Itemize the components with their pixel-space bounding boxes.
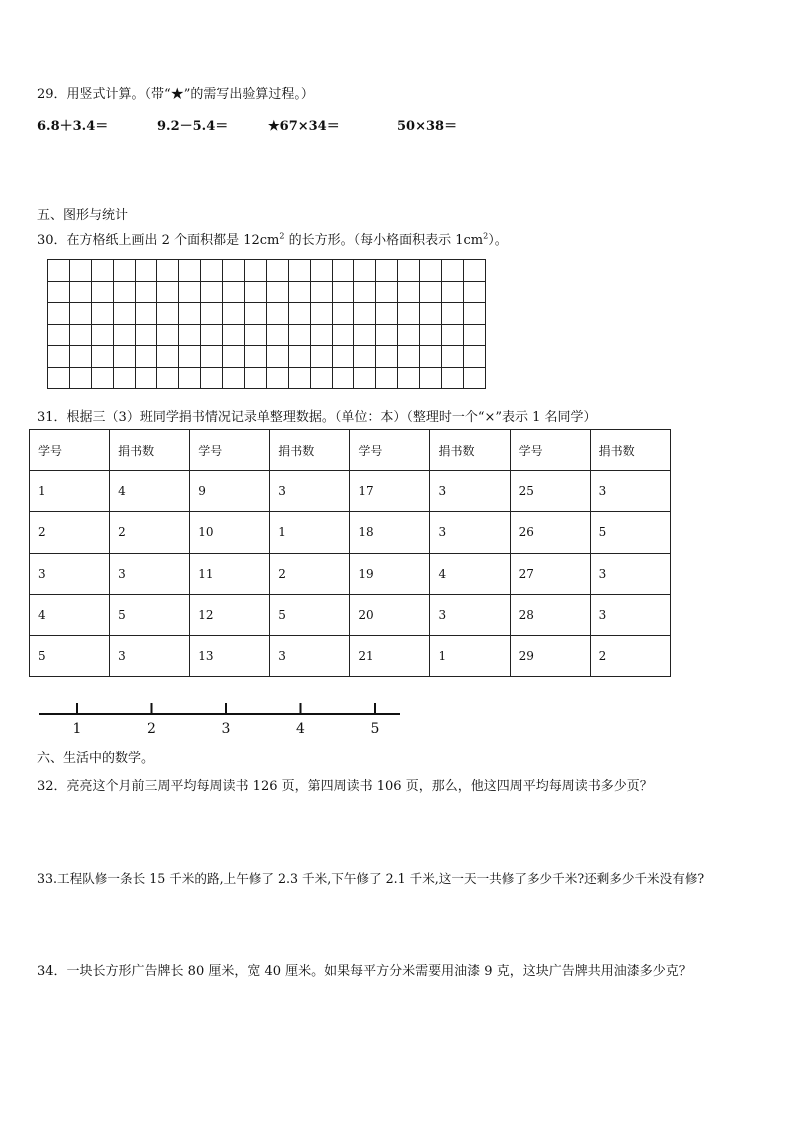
table-cell: 3	[590, 553, 670, 594]
table-cell: 3	[30, 553, 110, 594]
grid-cell[interactable]	[442, 367, 464, 389]
grid-cell[interactable]	[157, 324, 179, 346]
table-cell: 12	[190, 594, 270, 635]
number-line	[39, 700, 404, 740]
table-header-row	[30, 430, 671, 471]
grid-cell[interactable]	[332, 346, 354, 368]
grid-cell[interactable]	[69, 281, 91, 303]
table-row	[30, 471, 671, 512]
table-header-cell: 捐书数	[270, 430, 350, 471]
grid-cell[interactable]	[332, 367, 354, 389]
table-cell: 5	[110, 594, 190, 635]
table-cell: 2	[110, 512, 190, 553]
question-34-text: 34．一块长方形广告牌长 80 厘米，宽 40 厘米。如果每平方分米需要用油漆 9 克，这块广告牌共用油漆多少克？	[37, 964, 692, 979]
table-cell: 19	[350, 553, 430, 594]
grid-cell[interactable]	[48, 346, 70, 368]
grid-cell[interactable]	[354, 303, 376, 325]
grid-cell[interactable]	[48, 303, 70, 325]
table-cell: 3	[270, 471, 350, 512]
grid-cell[interactable]	[398, 260, 420, 282]
grid-cell[interactable]	[398, 367, 420, 389]
table-cell: 11	[190, 553, 270, 594]
grid-cell[interactable]	[179, 324, 201, 346]
table-cell: 29	[510, 635, 590, 676]
grid-cell[interactable]	[157, 260, 179, 282]
grid-cell[interactable]	[179, 367, 201, 389]
table-cell: 5	[30, 635, 110, 676]
grid-cell[interactable]	[223, 324, 245, 346]
grid-cell[interactable]	[310, 367, 332, 389]
grid-cell[interactable]	[376, 260, 398, 282]
number-line-label: 4	[296, 721, 305, 737]
number-line-label: 1	[72, 721, 82, 737]
table-cell: 28	[510, 594, 590, 635]
grid-cell[interactable]	[223, 346, 245, 368]
table-cell: 26	[510, 512, 590, 553]
grid-cell[interactable]	[288, 346, 310, 368]
question-30-text: 30．在方格纸上画出 2 个面积都是 $12cm^2$ 的长方形。（每小格面积表示 $1cm^2$）。	[37, 231, 508, 248]
table-cell: 4	[110, 471, 190, 512]
grid-cell[interactable]	[69, 260, 91, 282]
grid-row	[48, 324, 486, 346]
grid-cell[interactable]	[332, 281, 354, 303]
calc-expression-3: ★67×34＝	[268, 119, 340, 134]
grid-cell[interactable]	[91, 303, 113, 325]
grid-cell[interactable]	[69, 303, 91, 325]
grid-cell[interactable]	[113, 281, 135, 303]
table-cell: 10	[190, 512, 270, 553]
grid-cell[interactable]	[442, 303, 464, 325]
grid-cell[interactable]	[354, 346, 376, 368]
grid-cell[interactable]	[135, 260, 157, 282]
grid-cell[interactable]	[442, 281, 464, 303]
grid-row	[48, 346, 486, 368]
grid-cell[interactable]	[463, 346, 485, 368]
table-cell: 9	[190, 471, 270, 512]
table-cell: 1	[430, 635, 510, 676]
grid-cell[interactable]	[463, 367, 485, 389]
grid-cell[interactable]	[179, 346, 201, 368]
grid-cell[interactable]	[245, 324, 267, 346]
table-row	[30, 594, 671, 635]
grid-cell[interactable]	[463, 303, 485, 325]
grid-row	[48, 303, 486, 325]
grid-cell[interactable]	[288, 367, 310, 389]
calc-expression-4: 50×38＝	[397, 119, 458, 134]
grid-cell[interactable]	[113, 324, 135, 346]
table-cell: 18	[350, 512, 430, 553]
grid-cell[interactable]	[376, 303, 398, 325]
grid-cell[interactable]	[463, 260, 485, 282]
grid-cell[interactable]	[69, 324, 91, 346]
grid-cell[interactable]	[376, 281, 398, 303]
table-cell: 3	[430, 594, 510, 635]
table-cell: 3	[430, 512, 510, 553]
grid-cell[interactable]	[91, 346, 113, 368]
grid-cell[interactable]	[179, 281, 201, 303]
grid-cell[interactable]	[135, 281, 157, 303]
table-cell: 1	[30, 471, 110, 512]
table-cell: 2	[30, 512, 110, 553]
table-cell: 21	[350, 635, 430, 676]
grid-cell[interactable]	[201, 324, 223, 346]
grid-cell[interactable]	[354, 367, 376, 389]
grid-cell[interactable]	[245, 367, 267, 389]
grid-cell[interactable]	[91, 367, 113, 389]
grid-cell[interactable]	[420, 303, 442, 325]
grid-cell[interactable]	[420, 367, 442, 389]
grid-cell[interactable]	[376, 346, 398, 368]
grid-cell[interactable]	[266, 281, 288, 303]
grid-cell[interactable]	[157, 281, 179, 303]
grid-cell[interactable]	[201, 260, 223, 282]
grid-paper[interactable]	[47, 259, 486, 389]
number-line-label: 5	[370, 721, 380, 737]
grid-cell[interactable]	[223, 303, 245, 325]
table-header-cell: 学号	[350, 430, 430, 471]
table-row	[30, 553, 671, 594]
table-cell: 3	[430, 471, 510, 512]
table-row	[30, 512, 671, 553]
grid-cell[interactable]	[201, 346, 223, 368]
grid-cell[interactable]	[420, 281, 442, 303]
grid-cell[interactable]	[245, 281, 267, 303]
grid-cell[interactable]	[442, 324, 464, 346]
grid-cell[interactable]	[135, 367, 157, 389]
grid-cell[interactable]	[310, 281, 332, 303]
question-29-text: 29．用竖式计算。（带“★”的需写出验算过程。）	[37, 87, 314, 102]
grid-cell[interactable]	[398, 346, 420, 368]
grid-cell[interactable]	[463, 324, 485, 346]
table-cell: 3	[270, 635, 350, 676]
table-cell: 5	[590, 512, 670, 553]
calc-expression-2: 9.2－5.4＝	[157, 119, 229, 134]
table-cell: 2	[590, 635, 670, 676]
table-cell: 3	[590, 594, 670, 635]
table-cell: 27	[510, 553, 590, 594]
table-cell: 3	[110, 635, 190, 676]
grid-cell[interactable]	[398, 303, 420, 325]
grid-cell[interactable]	[310, 260, 332, 282]
grid-cell[interactable]	[201, 367, 223, 389]
grid-row	[48, 281, 486, 303]
grid-cell[interactable]	[135, 346, 157, 368]
grid-cell[interactable]	[48, 260, 70, 282]
table-header-cell: 学号	[510, 430, 590, 471]
grid-cell[interactable]	[179, 260, 201, 282]
grid-cell[interactable]	[223, 367, 245, 389]
grid-cell[interactable]	[91, 281, 113, 303]
grid-cell[interactable]	[332, 303, 354, 325]
table-cell: 3	[110, 553, 190, 594]
grid-cell[interactable]	[91, 324, 113, 346]
book-donation-table	[29, 429, 671, 677]
question-33-text: 33.工程队修一条长 15 千米的路,上午修了 2.3 千米,下午修了 2.1 千米,这一天一共修了多少千米?还剩多少千米没有修?	[37, 871, 705, 886]
question-31-text: 31．根据三（3）班同学捐书情况记录单整理数据。（单位：本）（整理时一个“×”表示 1 名同学）	[37, 410, 597, 425]
table-cell: 3	[590, 471, 670, 512]
grid-cell[interactable]	[245, 303, 267, 325]
grid-cell[interactable]	[442, 260, 464, 282]
grid-cell[interactable]	[69, 367, 91, 389]
grid-cell[interactable]	[157, 367, 179, 389]
grid-cell[interactable]	[288, 324, 310, 346]
section-5-heading: 五、图形与统计	[37, 208, 129, 223]
grid-cell[interactable]	[398, 281, 420, 303]
grid-cell[interactable]	[201, 303, 223, 325]
grid-cell[interactable]	[266, 367, 288, 389]
grid-cell[interactable]	[223, 260, 245, 282]
grid-cell[interactable]	[398, 324, 420, 346]
number-line-label: 2	[147, 721, 156, 737]
grid-cell[interactable]	[245, 346, 267, 368]
grid-cell[interactable]	[48, 367, 70, 389]
table-cell: 17	[350, 471, 430, 512]
grid-cell[interactable]	[420, 346, 442, 368]
grid-cell[interactable]	[332, 260, 354, 282]
grid-row	[48, 367, 486, 389]
table-cell: 5	[270, 594, 350, 635]
grid-cell[interactable]	[266, 260, 288, 282]
table-cell: 20	[350, 594, 430, 635]
grid-cell[interactable]	[420, 260, 442, 282]
grid-cell[interactable]	[266, 303, 288, 325]
table-cell: 13	[190, 635, 270, 676]
table-cell: 4	[30, 594, 110, 635]
grid-cell[interactable]	[288, 281, 310, 303]
grid-cell[interactable]	[179, 303, 201, 325]
grid-cell[interactable]	[266, 346, 288, 368]
grid-cell[interactable]	[332, 324, 354, 346]
grid-cell[interactable]	[354, 260, 376, 282]
grid-cell[interactable]	[266, 324, 288, 346]
grid-cell[interactable]	[48, 281, 70, 303]
grid-cell[interactable]	[135, 324, 157, 346]
grid-cell[interactable]	[288, 303, 310, 325]
table-header-cell: 学号	[190, 430, 270, 471]
grid-cell[interactable]	[354, 281, 376, 303]
grid-cell[interactable]	[310, 346, 332, 368]
table-header-cell: 捐书数	[110, 430, 190, 471]
table-row	[30, 635, 671, 676]
grid-cell[interactable]	[310, 303, 332, 325]
number-line-label: 3	[221, 721, 231, 737]
grid-cell[interactable]	[113, 346, 135, 368]
table-header-cell: 捐书数	[430, 430, 510, 471]
grid-cell[interactable]	[245, 260, 267, 282]
grid-cell[interactable]	[48, 324, 70, 346]
grid-cell[interactable]	[420, 324, 442, 346]
grid-cell[interactable]	[91, 260, 113, 282]
table-cell: 1	[270, 512, 350, 553]
section-6-heading: 六、生活中的数学。	[37, 751, 155, 766]
table-cell: 2	[270, 553, 350, 594]
grid-cell[interactable]	[113, 303, 135, 325]
grid-cell[interactable]	[69, 346, 91, 368]
grid-cell[interactable]	[376, 324, 398, 346]
grid-cell[interactable]	[354, 324, 376, 346]
grid-cell[interactable]	[310, 324, 332, 346]
grid-cell[interactable]	[376, 367, 398, 389]
calc-expression-1: 6.8＋3.4＝	[37, 119, 109, 134]
grid-cell[interactable]	[135, 303, 157, 325]
table-cell: 4	[430, 553, 510, 594]
question-32-text: 32．亮亮这个月前三周平均每周读书 126 页，第四周读书 106 页，那么，他这四周平均每周读书多少页？	[37, 779, 653, 794]
table-header-cell: 学号	[30, 430, 110, 471]
grid-cell[interactable]	[113, 260, 135, 282]
grid-cell[interactable]	[157, 346, 179, 368]
grid-cell[interactable]	[201, 281, 223, 303]
grid-row	[48, 260, 486, 282]
grid-cell[interactable]	[442, 346, 464, 368]
grid-cell[interactable]	[463, 281, 485, 303]
table-header-cell: 捐书数	[590, 430, 670, 471]
grid-cell[interactable]	[157, 303, 179, 325]
grid-cell[interactable]	[113, 367, 135, 389]
grid-cell[interactable]	[223, 281, 245, 303]
grid-cell[interactable]	[288, 260, 310, 282]
table-cell: 25	[510, 471, 590, 512]
